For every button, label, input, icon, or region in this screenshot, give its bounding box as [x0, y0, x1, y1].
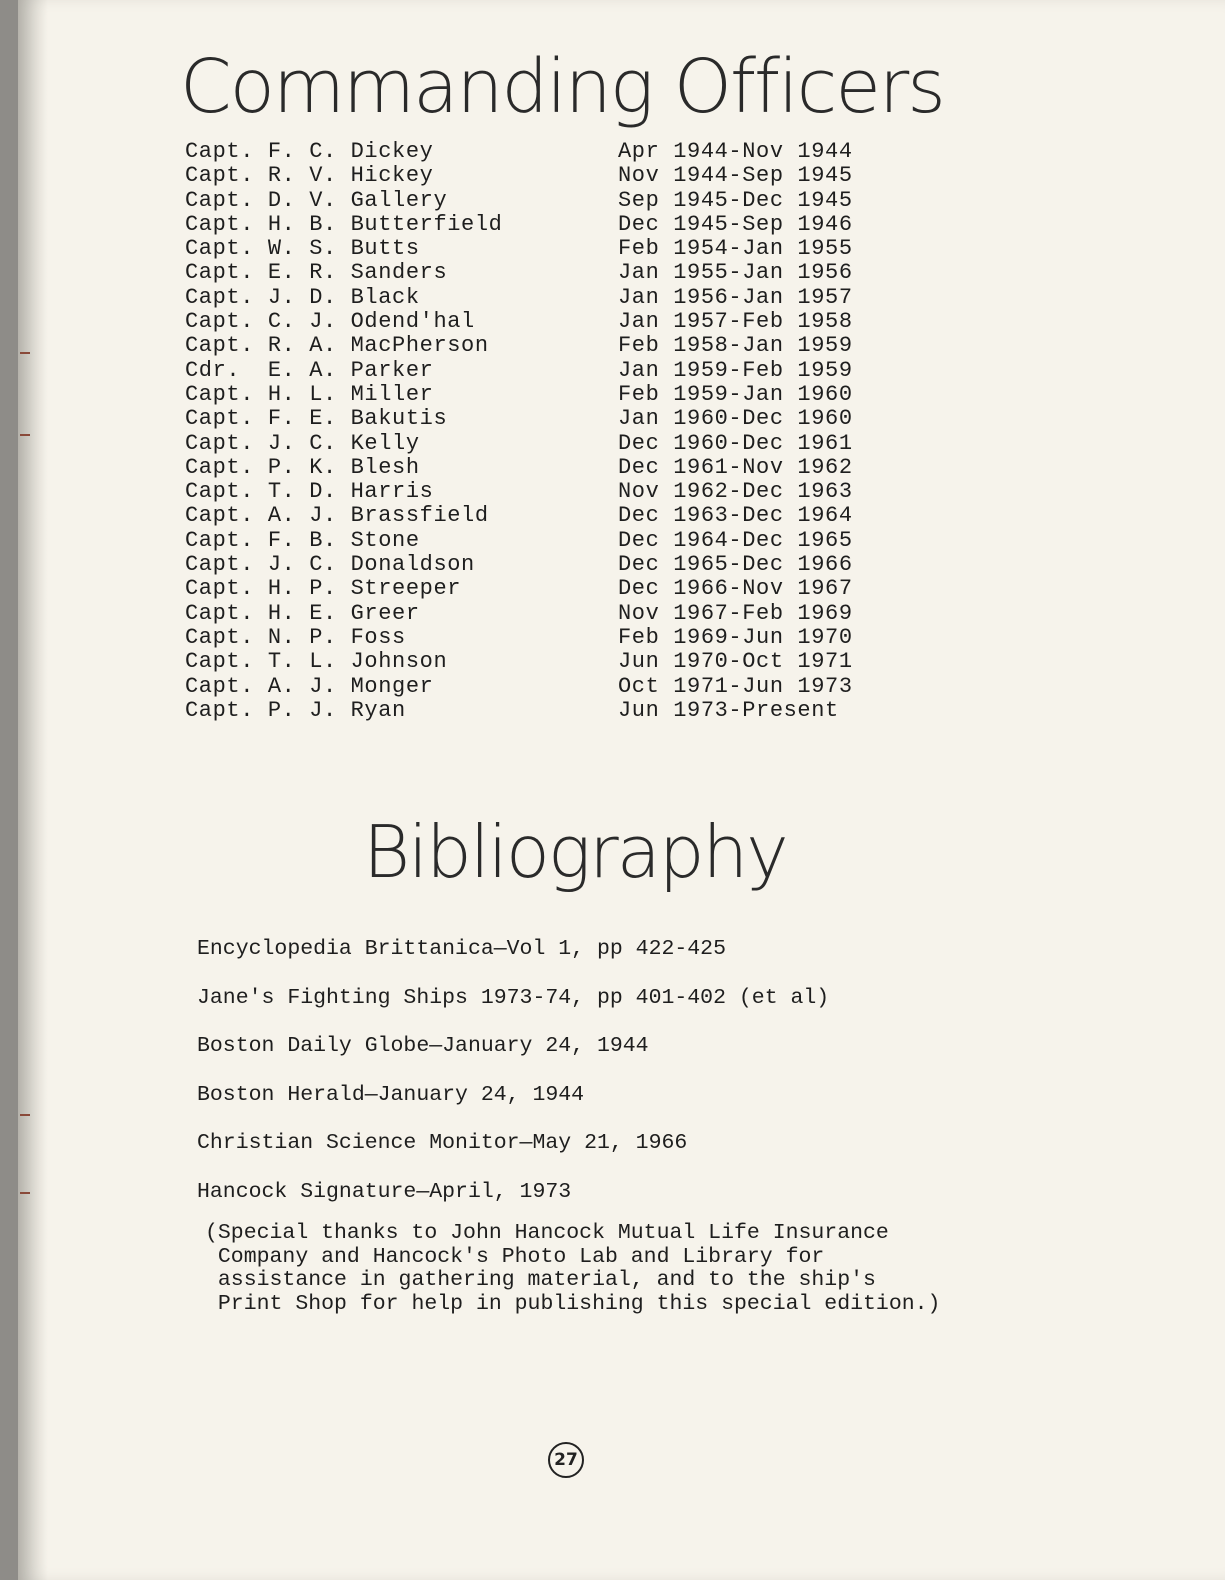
officer-term: Dec 1963-Dec 1964 — [618, 503, 853, 529]
officer-term: Jun 1973-Present — [618, 697, 839, 723]
officer-term: Feb 1958-Jan 1959 — [618, 333, 853, 359]
officer-term: Jun 1970-Oct 1971 — [618, 649, 853, 675]
officer-term: Jan 1957-Feb 1958 — [618, 309, 853, 335]
officer-name: Capt. F. E. Bakutis — [185, 406, 448, 432]
officer-name: Capt. J. C. Donaldson — [185, 552, 475, 578]
officer-name: Capt. T. D. Harris — [185, 479, 434, 505]
officer-term: Feb 1959-Jan 1960 — [618, 381, 853, 407]
officer-term: Dec 1960-Dec 1961 — [618, 430, 853, 456]
bibliography-entry: Jane's Fighting Ships 1973-74, pp 401-402 (et al) — [197, 985, 830, 1010]
officer-name: Capt. A. J. Monger — [185, 673, 434, 699]
bibliography-heading: Bibliography — [363, 810, 787, 894]
bibliography-entry: Boston Herald—January 24, 1944 — [197, 1082, 585, 1107]
officer-term: Oct 1971-Jun 1973 — [618, 673, 853, 699]
officer-name: Capt. P. J. Ryan — [185, 697, 406, 723]
bibliography-entry: Encyclopedia Brittanica—Vol 1, pp 422-425 — [197, 937, 726, 961]
officer-term: Dec 1965-Dec 1966 — [618, 552, 853, 578]
bibliography-list — [197, 934, 829, 1225]
officer-name: Capt. F. B. Stone — [185, 527, 420, 553]
spine-shadow — [18, 0, 48, 1580]
acknowledgement-note: (Special thanks to John Hancock Mutual Life Insurance Company and Hancock's Photo Lab and Library for assistance in gathering material, and to the ship's Print Shop for help in publishing this special edition.) — [205, 1221, 941, 1316]
officer-name: Capt. H. L. Miller — [185, 381, 434, 407]
officer-name: Capt. R. V. Hickey — [185, 163, 434, 189]
officer-name: Capt. P. K. Blesh — [185, 454, 420, 480]
officer-name: Capt. E. R. Sanders — [185, 260, 448, 286]
binding-stitch — [20, 434, 30, 436]
officer-name: Capt. J. D. Black — [185, 284, 420, 310]
officer-name: Capt. N. P. Foss — [185, 624, 406, 650]
officer-term: Jan 1956-Jan 1957 — [618, 284, 853, 310]
officer-term: Feb 1954-Jan 1955 — [618, 236, 853, 262]
officer-term: Dec 1966-Nov 1967 — [618, 576, 853, 602]
officer-term: Nov 1967-Feb 1969 — [618, 600, 853, 626]
officer-term: Jan 1960-Dec 1960 — [618, 406, 853, 432]
officer-name: Capt. C. J. Odend'hal — [185, 309, 475, 335]
bibliography-entry: Christian Science Monitor—May 21, 1966 — [197, 1131, 688, 1155]
officer-name: Capt. F. C. Dickey — [185, 139, 434, 164]
officer-name: Capt. W. S. Butts — [185, 236, 420, 262]
officer-term: Dec 1961-Nov 1962 — [618, 454, 853, 480]
binding-stitch — [20, 1192, 30, 1194]
officer-name: Capt. H. P. Streeper — [185, 576, 462, 602]
officer-term: Nov 1962-Dec 1963 — [618, 479, 853, 505]
page-number: 27 — [548, 1442, 584, 1478]
officer-term: Apr 1944-Nov 1944 — [618, 139, 853, 164]
officer-name: Capt. R. A. MacPherson — [185, 333, 489, 359]
officer-name: Cdr. E. A. Parker — [185, 357, 434, 383]
officer-term: Jan 1955-Jan 1956 — [618, 260, 853, 286]
officer-term: Dec 1964-Dec 1965 — [618, 527, 853, 553]
officer-term: Feb 1969-Jun 1970 — [618, 624, 853, 650]
binding-stitch — [20, 1114, 30, 1116]
officer-name: Capt. J. C. Kelly — [185, 430, 420, 456]
officer-name: Capt. H. E. Greer — [185, 600, 420, 626]
binding-stitch — [20, 352, 30, 354]
officer-name: Capt. H. B. Butterfield — [185, 211, 503, 237]
bibliography-entry: Hancock Signature—April, 1973 — [197, 1179, 572, 1204]
commanding-officers-heading: Commanding Officers — [180, 44, 944, 130]
officer-term: Nov 1944-Sep 1945 — [618, 163, 853, 189]
officer-name: Capt. T. L. Johnson — [185, 649, 448, 675]
officer-term: Dec 1945-Sep 1946 — [618, 211, 853, 237]
officer-name: Capt. A. J. Brassfield — [185, 503, 489, 529]
officer-term: Sep 1945-Dec 1945 — [618, 187, 853, 213]
officer-name: Capt. D. V. Gallery — [185, 187, 448, 213]
bibliography-entry: Boston Daily Globe—January 24, 1944 — [197, 1034, 649, 1058]
officer-term: Jan 1959-Feb 1959 — [618, 357, 853, 383]
